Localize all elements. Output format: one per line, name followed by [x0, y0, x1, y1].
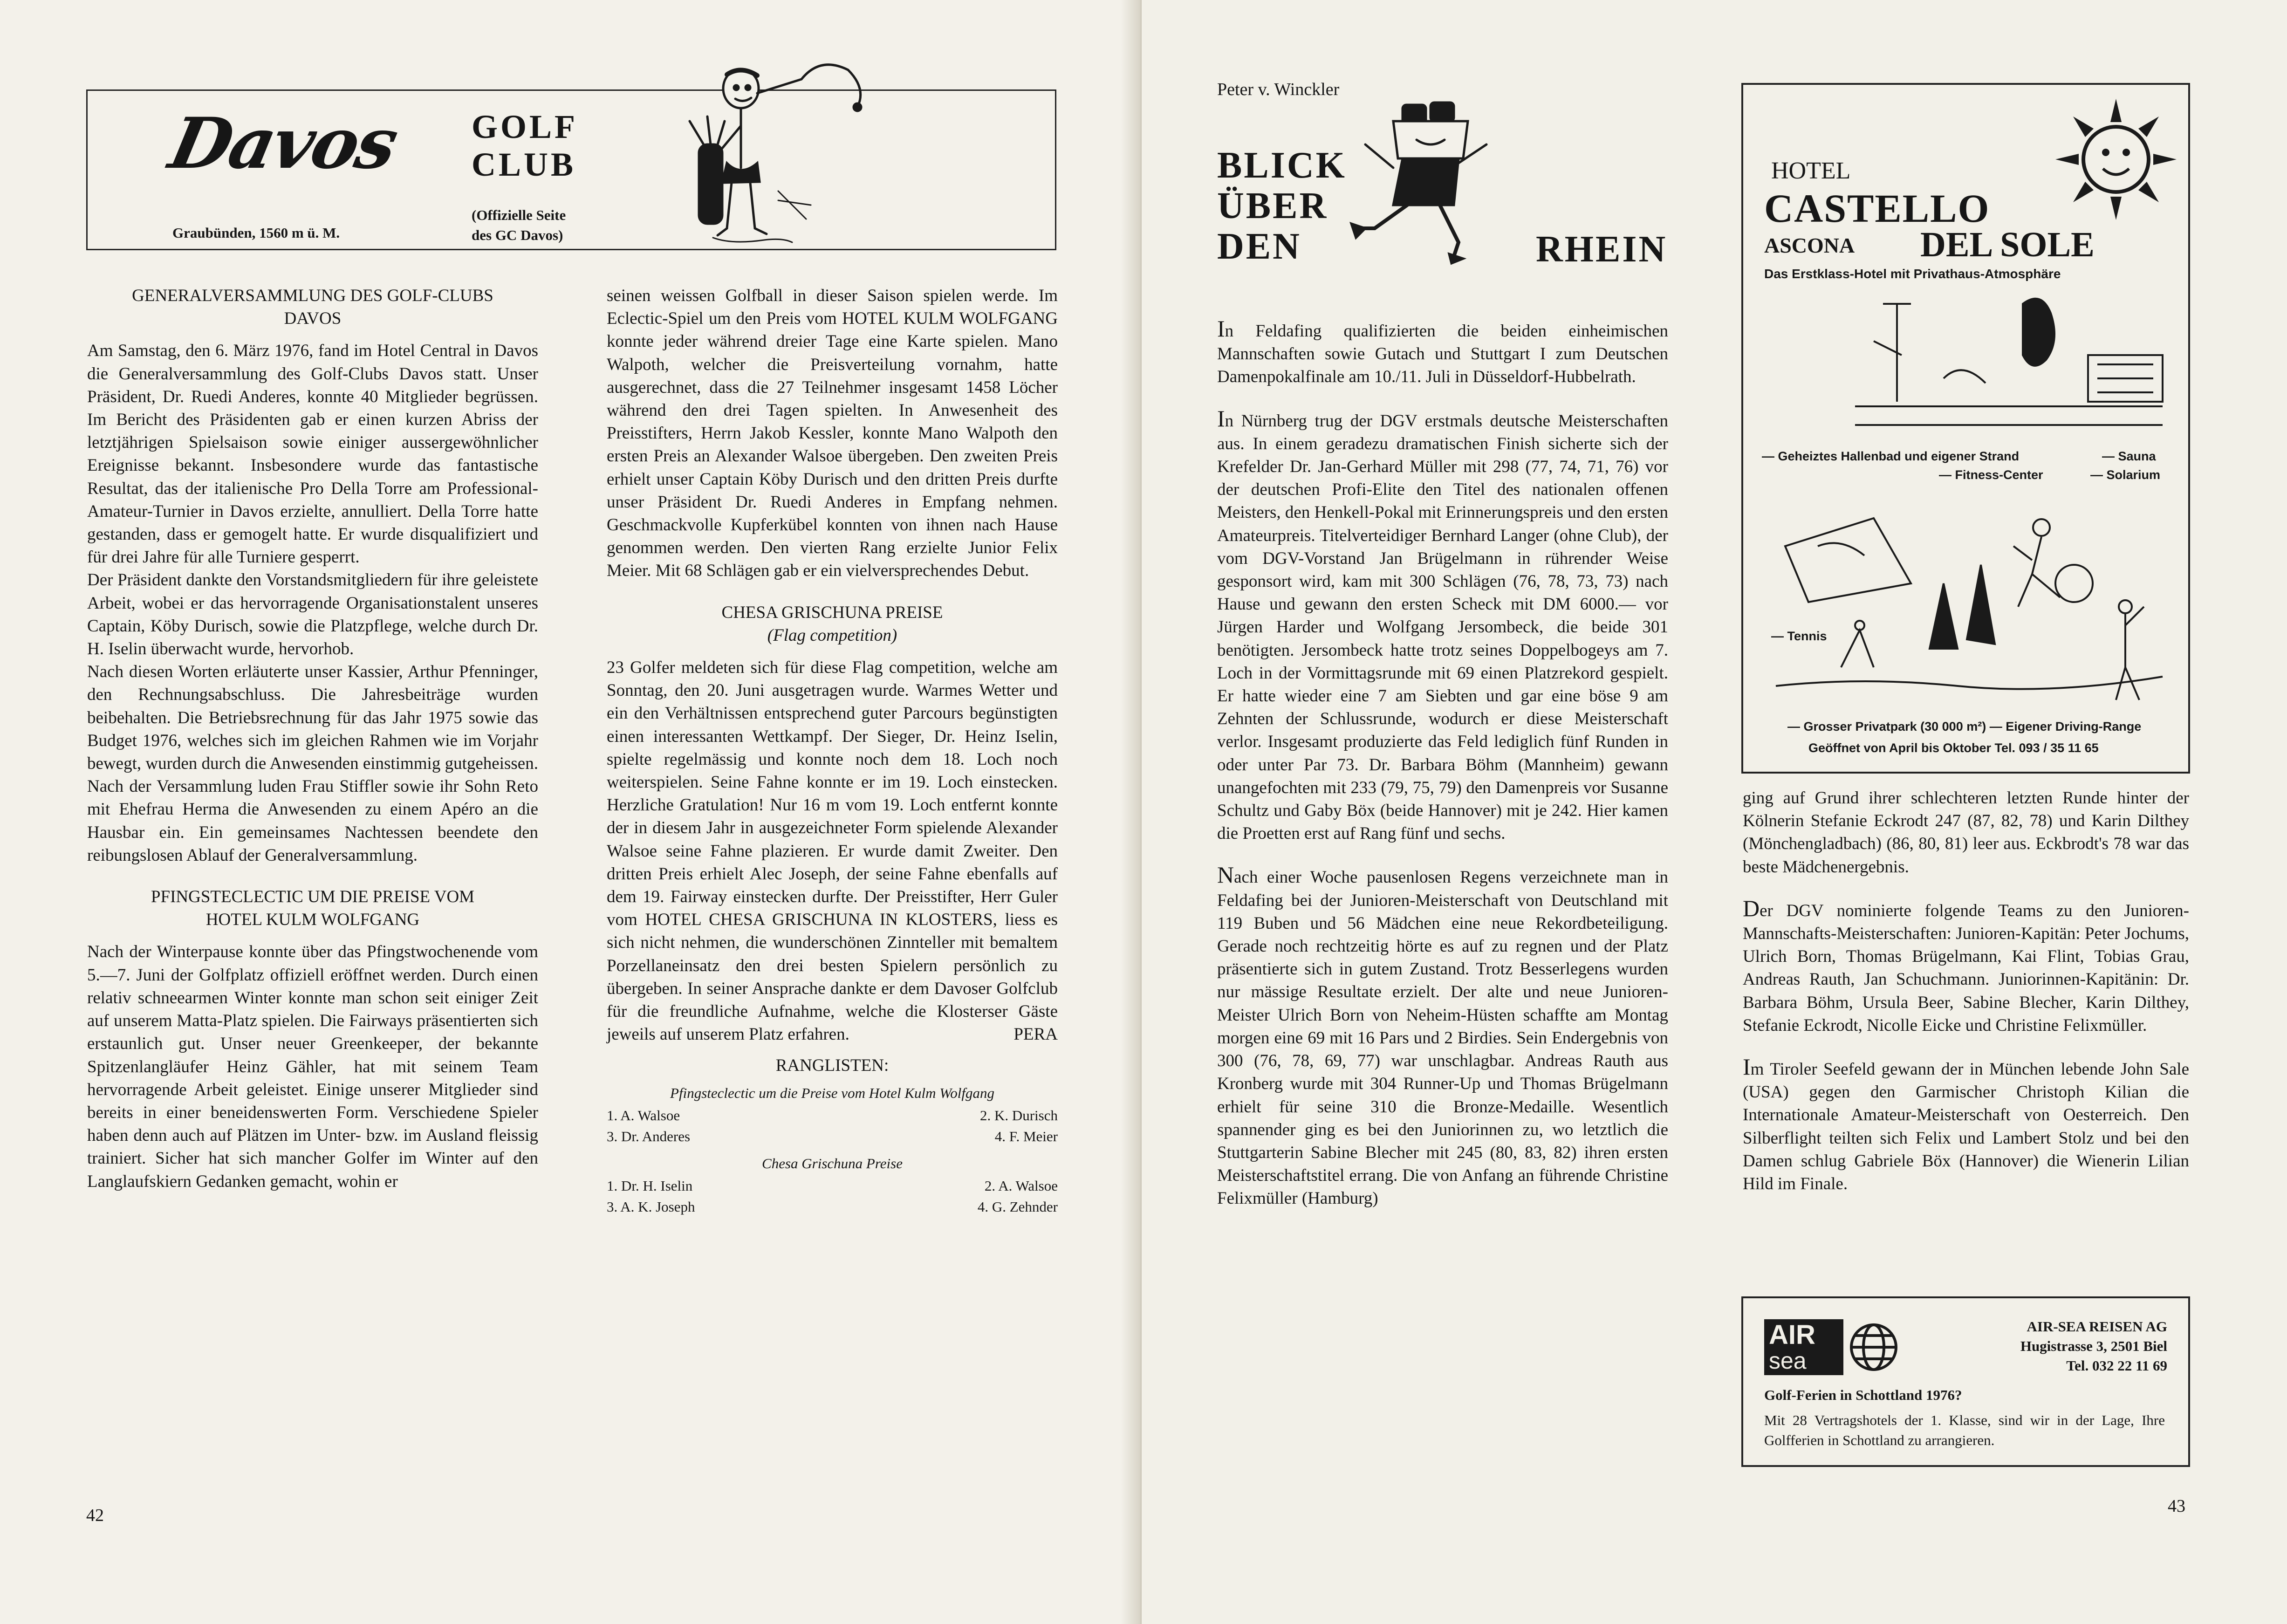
feature-tennis: — Tennis	[1771, 629, 1827, 643]
paragraph	[1217, 315, 1668, 389]
heading-line: GENERALVERSAMMLUNG DES GOLF-CLUBS	[132, 286, 493, 305]
feature-park-driving-range: — Grosser Privatpark (30 000 m²) — Eigener Driving-Range	[1787, 719, 2142, 733]
golf-club-title	[472, 108, 578, 183]
author: Peter v. Winckler	[1217, 80, 1340, 99]
hotel-label: HOTEL	[1771, 158, 1851, 184]
right-page	[1142, 0, 2287, 1624]
ranking-1-title: Pfingsteclectic um die Preise vom Hotel Kulm Wolfgang	[670, 1084, 994, 1101]
paragraph	[1743, 895, 2189, 1037]
paragraph-text: er DGV nominierte folgende Teams zu den Junioren-Mannschafts-Meisterschaften: Junioren-Kapitän: Peter Jochums, Ulrich Born, Thomas Brügelmann, Kai Flint, Tobias Grau, Andreas Rauth, Jan Schuchmann. Juniorinnen-Kapitänin: Dr. Barbara Böhm, Ursula Beer, Sabine Blecher, Karin Dilthey, Stefanie Eckrodt, Nicolle Eicke und Christine Felixmüller.	[1743, 901, 2189, 1035]
ranking-entry: 4. G. Zehnder	[977, 1199, 1058, 1215]
ascona-label: ASCONA	[1764, 233, 1855, 257]
heading-generalversammlung	[87, 284, 538, 330]
air-sea-contact	[2020, 1317, 2167, 1376]
opening-hours-phone: Geöffnet von April bis Oktober Tel. 093 / 35 11 65	[1808, 741, 2099, 755]
feature-solarium: — Solarium	[2090, 468, 2161, 482]
article-title	[1217, 145, 1347, 267]
official-line2: des GC Davos)	[472, 227, 563, 244]
company-name: AIR-SEA REISEN AG	[2027, 1318, 2167, 1335]
heading-line: DAVOS	[284, 309, 342, 329]
left-column-2	[607, 284, 1058, 1218]
air-sea-reisen-ad	[1741, 1296, 2190, 1467]
feature-sauna: — Sauna	[2102, 449, 2156, 463]
paragraph: 23 Golfer meldeten sich für diese Flag competition, welche am Sonntag, den 20. Juni ausgetragen wurde. Warmes Wetter und ein den Verhältnissen entsprechend guter Parcours begünstigten einen interessanten Wettkampf. Der Sieger, Dr. Heinz Iselin, spielte regelmässig und konnte noch dem 18. Loch noch weiterspielen. Seine Fahne konnte er im 19. Loch einstecken. Herzliche Gratulation! Nur 16 m vom 19. Loch entfernt konnte der in diesem Jahr in ausgezeichneter Form spielende Alexander Walsoe seine Fahne plazieren. Er wurde damit Zweiter. Den dritten Preis erhielt Alec Joseph, der seine Fahne ebenfalls auf dem 19. Fairway einstecken durfte. Der Preisstifter, Herr Guler vom HOTEL CHESA GRISCHUNA IN KLOSTERS, liess es sich nicht nehmen, die wunderschönen Zinnteller mit bemaltem Porzellaneinsatz den drei besten Spielern persönlich zu übergeben. In seiner Ansprache dankte er dem Davoser Golfclub für die freundliche Aufnahme, welche die Klosterser Gäste jeweils auf unserem Platz erfahren.	[607, 658, 1058, 1044]
ranking-2-title: Chesa Grischuna Preise	[762, 1155, 903, 1172]
heading-line: PFINGSTECLECTIC UM DIE PREISE VOM	[151, 887, 475, 907]
signature-pera: PERA	[1013, 1024, 1058, 1044]
paragraph: Nach der Winterpause konnte über das Pfingstwochenende vom 5.—7. Juni der Golfplatz offiziell eröffnet werden. Durch einen relativ schneearmen Winter konnte man schon seit einiger Zeit auf unserem Matta-Platz spielen. Die Fairways präsentierten sich erstaunlich gut. Unser neuer Greenkeeper, der bekannte Spitzenlangläufer Heinz Gähler, hat mit seinem Team hervorragende Arbeit geleistet. Einige unserer Mitglieder sind bereits in einer beneidenswerten Form. Verschiedene Spieler haben denn auch auf Plätzen im Unter- bzw. im Ausland fleissig trainiert. Sicher hat sich mancher Golfer im Winter auf den Langlaufskiern Gedanken gemacht, wohin er	[87, 942, 538, 1191]
paragraph	[1217, 862, 1668, 1210]
paragraph: Am Samstag, den 6. März 1976, fand im Hotel Central in Davos die Generalversammlung des Golf-Clubs Davos statt. Unser Präsident, Dr. Ruedi Anderes, konnte 40 Mitglieder begrüssen. Im Bericht des Präsidenten gab er einen kurzen Abriss der letztjährigen Spielsaison sowie einiger aussergewöhnlicher Ereignisse bekannt. Insbesondere wurde das fantastische Resultat, das der italienische Pro Della Torre am Professional-Amateur-Turnier in Davos erzielte, annulliert. Della Torre hatte gestanden, dass er gemogelt hatte. Er wurde disqualifiziert und für drei Jahre für alle Turniere gesperrt.	[87, 341, 538, 567]
paragraph: Nach diesen Worten erläuterte unser Kassier, Arthur Pfenninger, den Rechnungsabschluss. Die Jahresbeiträge wurden beibehalten. Die Betriebsrechnung für das Jahr 1975 sowie das Budget 1976, welches sich im gleichen Rahmen wie im Vorjahr bewegt, wurden durch die Anwesenden einstimmig gutgeheissen.	[87, 662, 538, 774]
left-column-1	[87, 284, 538, 1193]
golf-club-line2: CLUB	[472, 145, 576, 183]
heading-line: HOTEL KULM WOLFGANG	[205, 910, 420, 930]
ranking-row	[607, 1126, 1058, 1147]
initial-letter: I	[1217, 315, 1225, 342]
paragraph	[1743, 787, 2189, 878]
paragraph-text: m Tiroler Seefeld gewann der in München lebende John Sale (USA) gegen den Garmischer Christoph Kilian die Internationale Amateur-Meisterschaft von Oesterreich. Den Silberflight teilten sich Felix und Lambert Stolz und bei den Damen schlug Gabriele Böx (Hannover) die Wienerin Lilian Hild im Finale.	[1743, 1060, 2189, 1194]
location-text: Graubünden, 1560 m ü. M.	[172, 225, 340, 241]
del-sole-title: DEL SOLE	[1920, 225, 2095, 264]
paragraph-text: ging auf Grund ihrer schlechteren letzten Runde hinter der Kölnerin Stefanie Eckrodt 247 (87, 82, 78) und Karin Dilthey (Mönchengladbach) (86, 80, 81) leer aus. Eckbrodt's 78 war das beste Mädchenergebnis.	[1743, 788, 2189, 877]
logo-sea: sea	[1769, 1348, 1807, 1374]
official-line1: (Offizielle Seite	[472, 207, 566, 223]
ranking-title: RANGLISTEN:	[775, 1055, 889, 1075]
company-address: Hugistrasse 3, 2501 Biel	[2020, 1337, 2167, 1354]
ranking-row	[607, 1176, 1058, 1197]
globe-icon	[1848, 1322, 1899, 1373]
right-column-2	[1743, 787, 2189, 1195]
ranking-entry: 1. A. Walsoe	[607, 1107, 680, 1124]
golf-club-line1: GOLF	[472, 108, 578, 145]
air-sea-headline: Golf-Ferien in Schottland 1976?	[1764, 1387, 1962, 1403]
feature-fitness: — Fitness-Center	[1939, 468, 2043, 482]
hotel-castello-ad	[1741, 83, 2190, 774]
air-sea-logo	[1764, 1319, 1843, 1375]
initial-letter: D	[1743, 895, 1760, 921]
initial-letter: I	[1217, 405, 1225, 432]
page-number: 43	[2168, 1496, 2185, 1516]
sun-icon	[2051, 94, 2181, 225]
ranking-entry: 2. K. Durisch	[979, 1107, 1058, 1124]
paragraph-text: n Nürnberg trug der DGV erstmals deutsche Meisterschaften aus. In einem geradezu dramatischen Finish sicherte sich der Krefelder Dr. Jan-Gerhard Müller mit 298 (77, 74, 71, 76) vor der deutschen Profi-Elite den Titel des nationalen offenen Meisters, den Henkell-Pokal mit Erinnerungspreis und den ersten Amateurpreis. Titelverteidiger Bernhard Langer (ohne Club), der vom DGV-Vorstand Jan Brügelmann in rührender Weise gesponsort wird, kam mit 300 Schlägen (76, 78, 73, 73) nach Hause und gewann den ersten Scheck mit DM 6000.— vor Jürgen Harder und Wolfgang Jersombeck, die beide 301 benötigten. Jersombeck hatte trotz seines Doppelbogeys am 7. Loch in der Vormittagsrunde mit 69 einen Platzrekord gespielt. Er hatte wieder eine 7 am Siebten und gar eine böse 9 am Zehnten der Schlussrunde, wodurch er diese Meisterschaft verlor. Insgesamt produzierte das Feld lediglich fünf Runden in oder unter Par 73. Dr. Barbara Böhm (Mannheim) gewann unangefochten mit 233 (79, 75, 79) den Damenpreis vor Susanne Schultz und Gaby Böx (beide Hannover) mit je 242. Hier kamen die Proetten erst auf Rang fünf und sechs.	[1217, 411, 1668, 843]
title-rhein: RHEIN	[1536, 229, 1668, 270]
fitness-tennis-illustration	[1771, 490, 2167, 733]
title-line: DEN	[1217, 226, 1301, 267]
right-column-1	[1217, 315, 1668, 1210]
paragraph: seinen weissen Golfball in dieser Saison spielen werde. Im Eclectic-Spiel um den Preis vom HOTEL KULM WOLFGANG konnte jeder während dreier Tage eine Karte spielen. Mano Walpoth, welcher die Preisverteilung vornahm, hatte ausgerechnet, dass die 27 Teilnehmer insgesamt 1458 Löcher während den drei Tagen spielten. In Anwesenheit des Preisstifters, Herrn Jakob Kessler, konnte Mano Walpoth den ersten Preis an Alexander Walsoe übergeben. Den zweiten Preis erhielt unser Captain Köby Durisch und den dritten Preis durfte unser Präsident Dr. Ruedi Anderes in Empfang nehmen. Geschmackvolle Kupferkübel konnten von ihnen nach Hause genommen werden. Den vierten Rang erzielte Junior Felix Meier. Mit 68 Schlägen gab er ein vielversprechendes Debut.	[607, 286, 1058, 581]
heading-chesa-grischuna: CHESA GRISCHUNA PREISE	[721, 603, 943, 622]
golfer-illustration	[671, 51, 885, 252]
left-page	[0, 0, 1137, 1624]
ranking-entry: 4. F. Meier	[994, 1128, 1058, 1145]
paragraph	[1217, 405, 1668, 845]
title-line: BLICK	[1217, 145, 1347, 186]
ranking-entry: 3. A. K. Joseph	[607, 1199, 695, 1215]
davos-logo: Davos	[163, 103, 404, 185]
paragraph	[1743, 1054, 2189, 1195]
paragraph-text: ach einer Woche pausenlosen Regens verzeichnete man in Feldafing bei der Junioren-Meisterschaft von Deutschland mit 119 Buben und 56 Mädchen eine neue Rekordbeteiligung. Gerade noch rechtzeitig hörte es auf zu regnen und der Platz präsentierte sich in gutem Zustand. Trotz Besserlegens wurden nur mässige Resultate erzielt. Der alte und neue Junioren-Meister Ulrich Born von Neheim-Hüsten schaffte am Montag morgen eine 69 mit 16 Pars und 2 Birdies. Sein Endergebnis von 300 (76, 78, 69, 77) war unschlagbar. Andreas Rauth aus Kronberg wurde mit 304 Runner-Up und Thomas Brügelmann erhielt für seine 310 die Bronze-Medaille. Wesentlich spannender ging es bei den Juniorinnen zu, wo letztlich die Stuttgarterin Sabine Blecher mit 245 (80, 83, 82) ihren ersten Meisterschaftstitel errang. Die von Anfang an führende Christine Felixmüller (Hamburg)	[1217, 868, 1668, 1208]
page-number: 42	[86, 1506, 104, 1525]
official-note	[472, 205, 566, 246]
paragraph-text: n Feldafing qualifizierten die beiden einheimischen Mannschaften sowie Gutach und Stuttgart I zum Deutschen Damenpokalfinale am 10./11. Juli in Düsseldorf-Hubbelrath.	[1217, 322, 1668, 387]
ranking-row	[607, 1197, 1058, 1218]
logo-air: AIR	[1769, 1320, 1815, 1350]
heading-pfingsteclectic	[87, 885, 538, 931]
title-line: ÜBER	[1217, 185, 1328, 227]
hotel-tagline: Das Erstklass-Hotel mit Privathaus-Atmosphäre	[1764, 267, 2061, 281]
paragraph: Der Präsident dankte den Vorstandsmitgliedern für ihre geleistete Arbeit, wobei er das hervorragende Organisationstalent unseres Captain, Köby Durisch, sowie die Platzpflege, welche durch Dr. H. Iselin überwacht wurde, hervorhob.	[87, 570, 538, 659]
ranking-entry: 2. A. Walsoe	[984, 1178, 1058, 1194]
ranking-row	[607, 1105, 1058, 1126]
subheading-flag-competition: (Flag competition)	[767, 625, 897, 645]
air-sea-body: Mit 28 Vertragshotels der 1. Klasse, sind wir in der Lage, Ihre Golfferien in Schottland zu arrangieren.	[1764, 1412, 2165, 1449]
company-phone: Tel. 032 22 11 69	[2066, 1357, 2167, 1374]
binocular-man-illustration	[1347, 89, 1524, 266]
ranking-entry: 3. Dr. Anderes	[607, 1128, 691, 1145]
initial-letter: N	[1217, 862, 1234, 888]
paragraph: Nach der Versammlung luden Frau Stiffler sowie ihr Sohn Reto mit Ehefrau Herma die Anwesenden zu einem Apéro an die Hausbar ein. Ein gemeinsames Nachtessen beendete den reibungslosen Ablauf der Generalversammlung.	[87, 777, 538, 865]
castello-title: CASTELLO	[1764, 186, 1990, 231]
ranking-entry: 1. Dr. H. Iselin	[607, 1178, 693, 1194]
pool-beach-illustration	[1846, 285, 2172, 444]
initial-letter: I	[1743, 1054, 1751, 1080]
feature-pool-beach: — Geheiztes Hallenbad und eigener Strand	[1762, 449, 2020, 463]
